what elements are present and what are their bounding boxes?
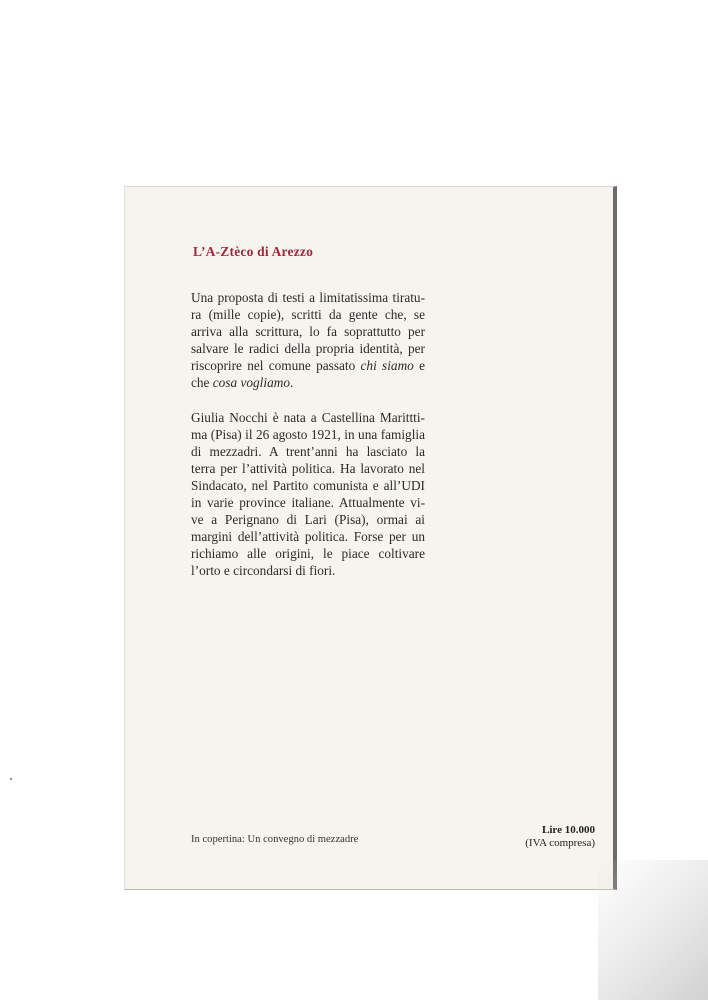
bio-line: ve a Perignano di Lari (Pisa), ormai ai <box>191 512 425 527</box>
bio-line: Giulia Nocchi è nata a Castellina Marittti- <box>191 410 425 425</box>
scan-shadow <box>598 860 708 1000</box>
bio-line: in varie province italiane. Attualmente vi- <box>191 495 425 510</box>
series-description <box>191 289 425 391</box>
series-title: L’A-Ztèco di Arezzo <box>193 244 314 259</box>
intro-line: salvare le radici della propria identità, per <box>191 341 425 356</box>
intro-line: Una proposta di testi a limitatissima tiratu- <box>191 290 425 305</box>
price-label: Lire 10.000 <box>542 824 595 836</box>
bio-line: richiamo alle origini, le piace coltivare <box>191 546 425 561</box>
intro-line: riscoprire nel comune passato chi siamo e <box>191 358 426 373</box>
vat-note: (IVA compresa) <box>525 837 595 849</box>
scan-speck <box>10 778 12 780</box>
price-box <box>525 824 595 850</box>
bio-line: di mezzadri. A trent’anni ha lasciato la <box>191 444 425 459</box>
bio-line: Sindacato, nel Partito comunista e all’UDI <box>191 478 425 493</box>
book-back-cover <box>124 186 617 890</box>
bio-line: ma (Pisa) il 26 agosto 1921, in una famiglia <box>191 427 425 442</box>
intro-line: che cosa vogliamo. <box>191 375 294 390</box>
cover-credit: In copertina: Un convegno di mezzadre <box>191 834 359 845</box>
intro-line: ra (mille copie), scritti da gente che, se <box>191 307 425 322</box>
bio-line: margini dell’attività politica. Forse per un <box>191 529 425 544</box>
bio-line: l’orto e circondarsi di fiori. <box>191 563 336 578</box>
intro-line: arriva alla scrittura, lo fa soprattutto per <box>191 324 425 339</box>
bio-line: terra per l’attività politica. Ha lavorato nel <box>191 461 425 476</box>
author-bio <box>191 409 425 579</box>
